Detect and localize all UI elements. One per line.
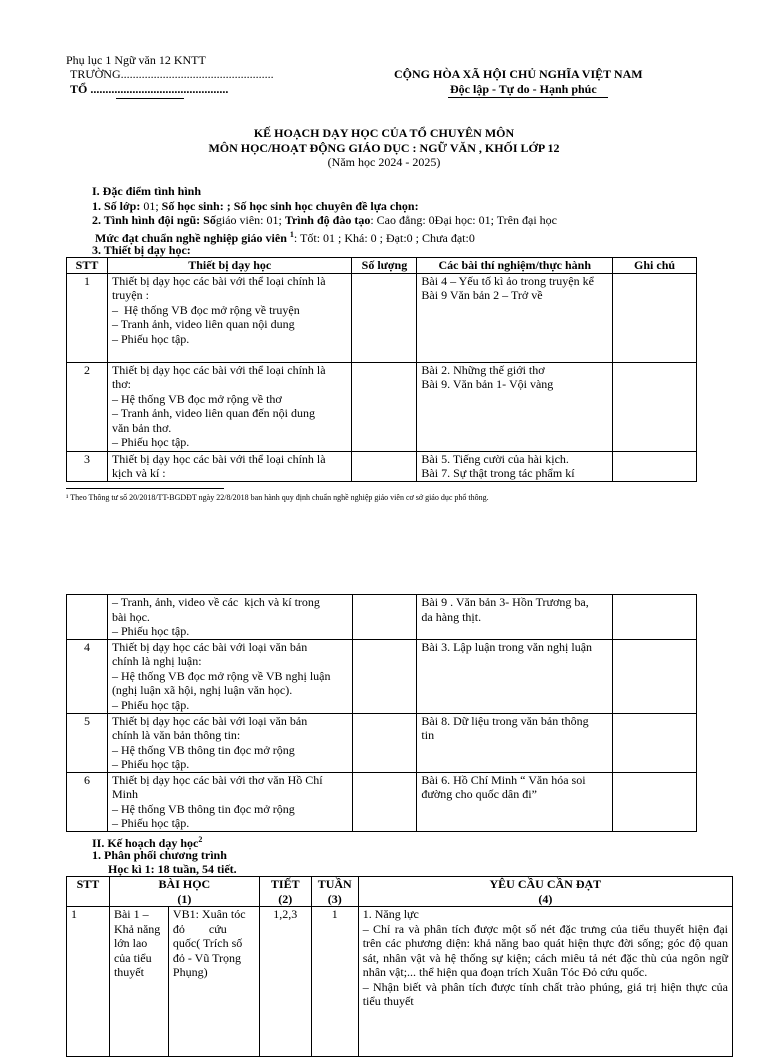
semester-heading: Học kì 1: 18 tuần, 54 tiết. bbox=[108, 862, 237, 876]
col-header: Số lượng bbox=[352, 258, 417, 274]
row-lessons: Bài 8. Dữ liệu trong văn bản thông tin bbox=[417, 713, 613, 772]
appendix-label: Phụ lục 1 Ngữ văn 12 KNTT bbox=[66, 53, 206, 67]
row-device: Thiết bị dạy học các bài với thể loại chính là thơ: – Hệ thống VB đọc mở rộng về thơ – Tranh ảnh, video liên quan đến nội dung văn bản thơ. – Phiếu học tập. bbox=[107, 362, 352, 451]
plan-week: 1 bbox=[311, 907, 358, 1057]
row-device: Thiết bị dạy học các bài với thể loại chính là kịch và kí : bbox=[107, 451, 352, 481]
row-note bbox=[613, 595, 697, 640]
row-qty bbox=[352, 595, 417, 640]
table-row bbox=[67, 639, 697, 713]
plan-stt: 1 bbox=[67, 907, 110, 1057]
row-device: Thiết bị dạy học các bài với loại văn bản chính là văn bản thông tin: – Hệ thống VB thông tin đọc mở rộng – Phiếu học tập. bbox=[107, 713, 352, 772]
col-header: STT bbox=[67, 877, 110, 907]
row-lessons: Bài 9 . Văn bản 3- Hồn Trương ba, da hàng thịt. bbox=[417, 595, 613, 640]
col-header: Thiết bị dạy học bbox=[107, 258, 352, 274]
row-qty bbox=[352, 772, 417, 831]
section1-heading: I. Đặc điểm tình hình bbox=[92, 184, 202, 198]
equipment-table-page2 bbox=[66, 594, 697, 832]
row-note bbox=[613, 362, 697, 451]
row-qty bbox=[352, 273, 417, 362]
doc-title: KẾ HOẠCH DẠY HỌC CỦA TỔ CHUYÊN MÔN bbox=[253, 126, 515, 140]
row-device: Thiết bị dạy học các bài với thơ văn Hồ Chí Minh – Hệ thống VB thông tin đọc mở rộng – Phiếu học tập. bbox=[107, 772, 352, 831]
row-stt: 5 bbox=[67, 713, 108, 772]
table-row bbox=[67, 451, 697, 481]
motto: Độc lập - Tự do - Hạnh phúc bbox=[450, 82, 597, 96]
row-lessons: Bài 3. Lập luận trong văn nghị luận bbox=[417, 639, 613, 713]
row-stt bbox=[67, 595, 108, 640]
row-qty bbox=[352, 639, 417, 713]
section2-heading: II. Kế hoạch dạy học$^2$ bbox=[92, 835, 203, 850]
plan-text: VB1: Xuân tóc đỏ cứu quốc( Trích số đỏ - Vũ Trọng Phụng) bbox=[168, 907, 259, 1057]
footnote: ¹ Theo Thông tư số 20/2018/TT-BGDĐT ngày 22/8/2018 ban hành quy định chuẩn nghề nghiệp giáo viên cơ sở giáo dục phổ thông. bbox=[66, 493, 489, 502]
row-note bbox=[613, 273, 697, 362]
row-qty bbox=[352, 451, 417, 481]
table-row bbox=[67, 273, 697, 362]
row-qty bbox=[352, 362, 417, 451]
class-info: 1. Số lớp: 01; Số học sinh: ; Số học sinh học chuyên đề lựa chọn: bbox=[92, 199, 419, 213]
program-heading: 1. Phân phối chương trình bbox=[92, 848, 227, 862]
row-qty bbox=[352, 713, 417, 772]
standard-info: Mức đạt chuẩn nghề nghiệp giáo viên $^1$: Tốt: 01 ; Khá: 0 ; Đạt:0 ; Chưa đạt:0 bbox=[95, 230, 475, 245]
motto-underline bbox=[448, 97, 608, 98]
row-note bbox=[613, 772, 697, 831]
group-line: TỔ .............................................. bbox=[70, 82, 229, 96]
row-note bbox=[613, 639, 697, 713]
footnote-separator bbox=[66, 488, 224, 489]
plan-header-row bbox=[67, 877, 733, 907]
row-stt: 6 bbox=[67, 772, 108, 831]
row-device: Thiết bị dạy học các bài với thể loại chính là truyện : – Hệ thống VB đọc mở rộng về truyện – Tranh ảnh, video liên quan nội dung – Phiếu học tập. bbox=[107, 273, 352, 362]
doc-subtitle: MÔN HỌC/HOẠT ĐỘNG GIÁO DỤC : NGỮ VĂN , KHỐI LỚP 12 bbox=[208, 141, 560, 155]
table-row bbox=[67, 713, 697, 772]
row-lessons: Bài 2. Những thế giới thơ Bài 9. Văn bản 1- Vội vàng bbox=[417, 362, 613, 451]
table-header-row bbox=[67, 258, 697, 274]
row-stt: 1 bbox=[67, 273, 108, 362]
table-row bbox=[67, 772, 697, 831]
equipment-table-page1 bbox=[66, 257, 697, 482]
col-header: TIẾT (2) bbox=[259, 877, 311, 907]
row-lessons: Bài 5. Tiếng cười của hài kịch. Bài 7. Sự thật trong tác phẩm kí bbox=[417, 451, 613, 481]
row-stt: 3 bbox=[67, 451, 108, 481]
row-note bbox=[613, 713, 697, 772]
col-header: YÊU CẦU CẦN ĐẠT (4) bbox=[358, 877, 732, 907]
row-device: – Tranh, ảnh, video về các kịch và kí trong bài học. – Phiếu học tập. bbox=[107, 595, 352, 640]
row-lessons: Bài 6. Hồ Chí Minh “ Văn hóa soi đường cho quốc dân đi” bbox=[417, 772, 613, 831]
plan-table bbox=[66, 876, 733, 1057]
col-header: TUẦN (3) bbox=[311, 877, 358, 907]
table-row bbox=[67, 907, 733, 1057]
equipment-heading: 3. Thiết bị dạy học: bbox=[92, 243, 191, 257]
row-lessons: Bài 4 – Yếu tố kì ảo trong truyện kể Bài 9 Văn bản 2 – Trở về bbox=[417, 273, 613, 362]
row-stt: 4 bbox=[67, 639, 108, 713]
school-line: TRƯỜNG................................................... bbox=[70, 67, 274, 81]
header-underline bbox=[116, 98, 184, 99]
col-header: BÀI HỌC (1) bbox=[109, 877, 259, 907]
plan-period: 1,2,3 bbox=[259, 907, 311, 1057]
staff-info: 2. Tình hình đội ngũ: Sốgiáo viên: 01; Trình độ đào tạo: Cao đẳng: 0Đại học: 01; Trên đại học bbox=[92, 213, 557, 227]
plan-lesson: Bài 1 – Khả năng lớn lao của tiểu thuyết bbox=[109, 907, 168, 1057]
row-device: Thiết bị dạy học các bài với loại văn bản chính là nghị luận: – Hệ thống VB đọc mở rộng về VB nghị luận (nghị luận xã hội, nghị luận văn học). – Phiếu học tập. bbox=[107, 639, 352, 713]
row-stt: 2 bbox=[67, 362, 108, 451]
school-year: (Năm học 2024 - 2025) bbox=[327, 155, 441, 169]
col-header: Các bài thí nghiệm/thực hành bbox=[417, 258, 613, 274]
nation-title: CỘNG HÒA XÃ HỘI CHỦ NGHĨA VIỆT NAM bbox=[394, 67, 643, 81]
plan-requirements: 1. Năng lực – Chỉ ra và phân tích được một số nét đặc trưng của tiểu thuyết hiện đại trên các phương diện: khả năng bao quát hiện thực đời sống; góc độ quan sát, nhân vật và hệ thống sự kiện; cách miêu tả nét đặc thù của ngôn ngữ nhân vật;... thể hiện qua đoạn trích Xuân Tóc Đỏ cứu quốc. – Nhận biết và phân tích được tính chất trào phúng, giá trị hiện thực của tiểu thuyết bbox=[358, 907, 732, 1057]
col-header: STT bbox=[67, 258, 108, 274]
table-row bbox=[67, 362, 697, 451]
table-row bbox=[67, 595, 697, 640]
row-note bbox=[613, 451, 697, 481]
col-header: Ghi chú bbox=[613, 258, 697, 274]
